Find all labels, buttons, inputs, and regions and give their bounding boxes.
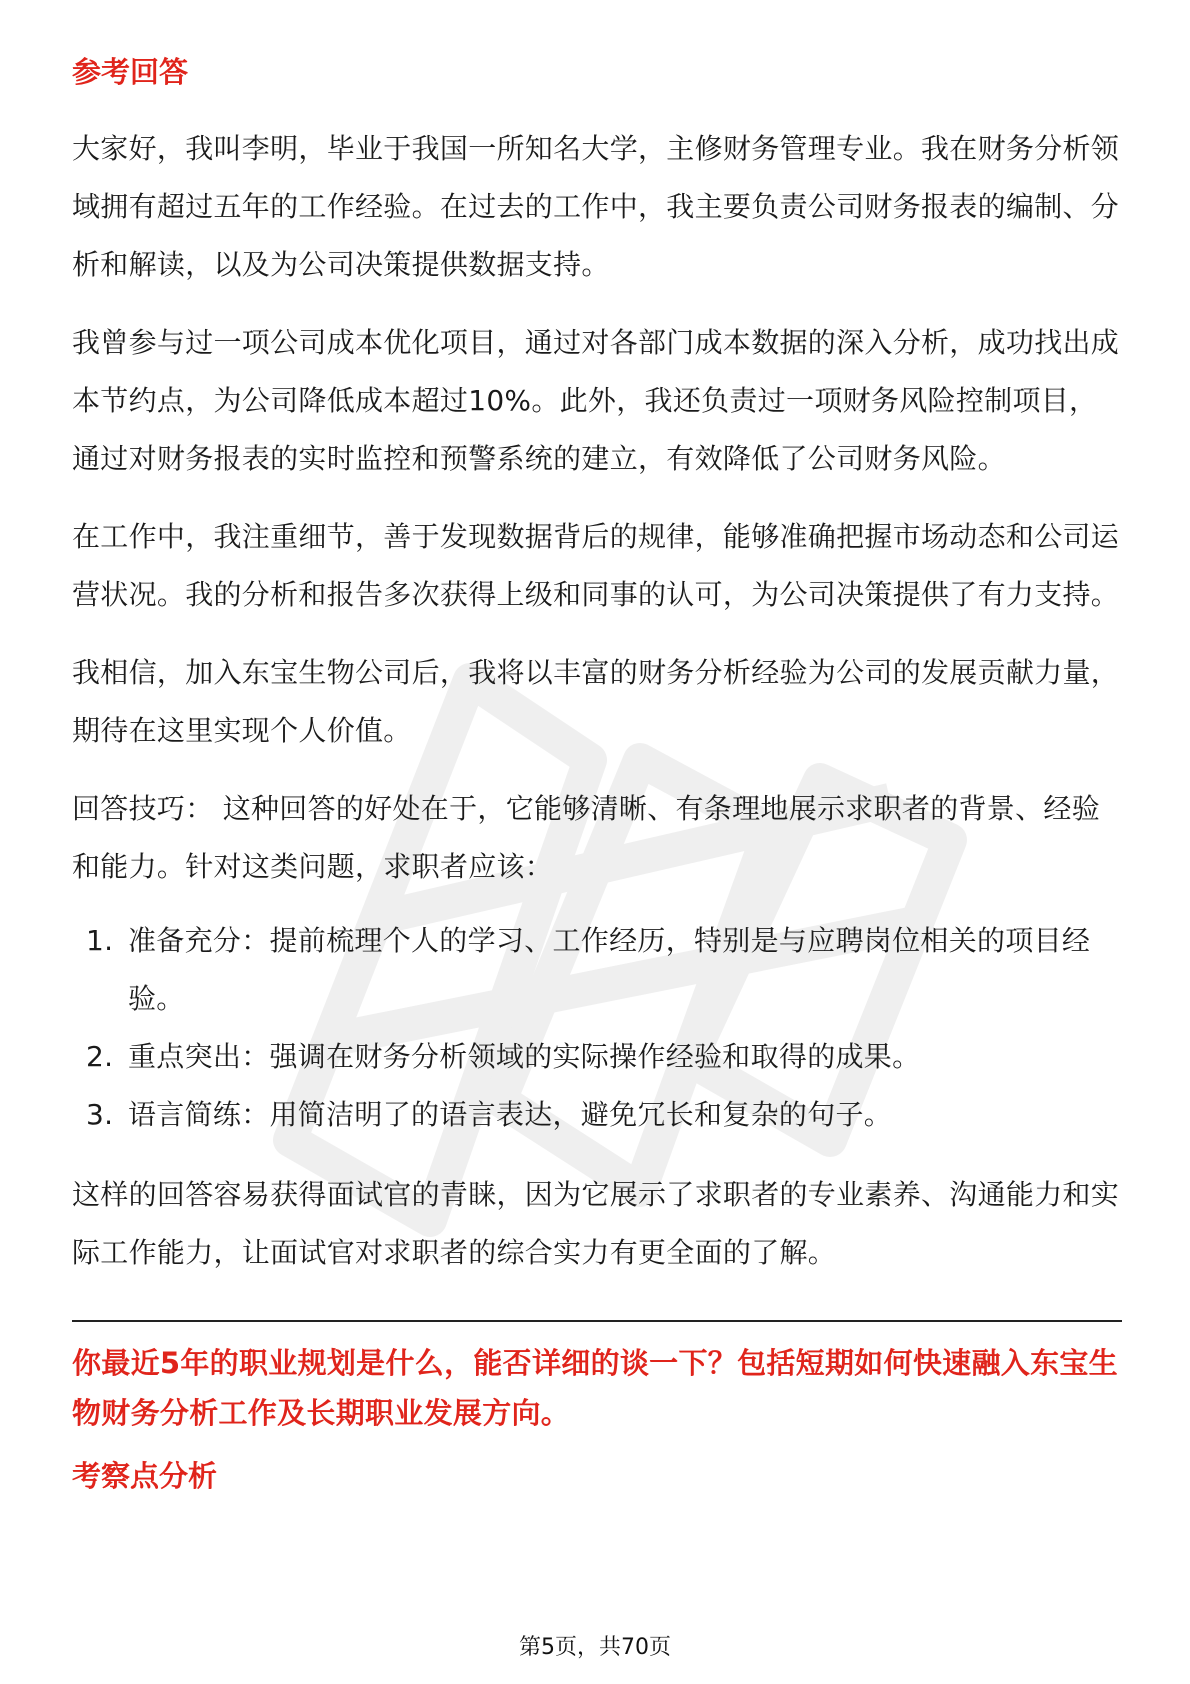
list-item: [72, 912, 1122, 1028]
answer-paragraph: 大家好，我叫李明，毕业于我国一所知名大学，主修财务管理专业。我在财务分析领域拥有超过五年的工作经验。在过去的工作中，我主要负责公司财务报表的编制、分析和解读，以及为公司决策提供数据支持。: [72, 132, 1120, 281]
list-item-text: 语言简练：用简洁明了的语言表达，避免冗长和复杂的句子。: [128, 1098, 893, 1131]
answer-paragraph: 我曾参与过一项公司成本优化项目，通过对各部门成本数据的深入分析，成功找出成本节约点，为公司降低成本超过10%。此外，我还负责过一项财务风险控制项目，通过对财务报表的实时监控和预警系统的建立，有效降低了公司财务风险。: [72, 326, 1120, 475]
list-item: [72, 1086, 1122, 1144]
list-number: 3.: [86, 1098, 114, 1131]
list-number: 1.: [86, 924, 114, 957]
answer-paragraph: 我相信，加入东宝生物公司后，我将以丰富的财务分析经验为公司的发展贡献力量，期待在这里实现个人价值。: [72, 656, 1120, 747]
page-footer: 第5页，共70页: [519, 1635, 671, 1660]
reference-answer-heading: 参考回答: [72, 55, 189, 89]
document-content: [72, 48, 1122, 1500]
closing-paragraph: 这样的回答容易获得面试官的青睐，因为它展示了求职者的专业素养、沟通能力和实际工作能力，让面试官对求职者的综合实力有更全面的了解。: [72, 1178, 1120, 1269]
answer-paragraph: 在工作中，我注重细节，善于发现数据背后的规律，能够准确把握市场动态和公司运营状况。我的分析和报告多次获得上级和同事的认可，为公司决策提供了有力支持。: [72, 520, 1120, 611]
analysis-heading: 考察点分析: [72, 1459, 218, 1493]
section-divider: [72, 1320, 1122, 1322]
list-item: [72, 1028, 1122, 1086]
list-item-text: 重点突出：强调在财务分析领域的实际操作经验和取得的成果。: [128, 1040, 921, 1073]
list-item-text: 准备充分：提前梳理个人的学习、工作经历，特别是与应聘岗位相关的项目经验。: [128, 924, 1091, 1015]
next-question-title: 你最近5年的职业规划是什么，能否详细的谈一下？包括短期如何快速融入东宝生物财务分析工作及长期职业发展方向。: [72, 1346, 1118, 1430]
tips-intro-paragraph: 回答技巧： 这种回答的好处在于，它能够清晰、有条理地展示求职者的背景、经验和能力。针对这类问题，求职者应该：: [72, 792, 1101, 883]
tips-list: [72, 912, 1122, 1144]
list-number: 2.: [86, 1040, 114, 1073]
